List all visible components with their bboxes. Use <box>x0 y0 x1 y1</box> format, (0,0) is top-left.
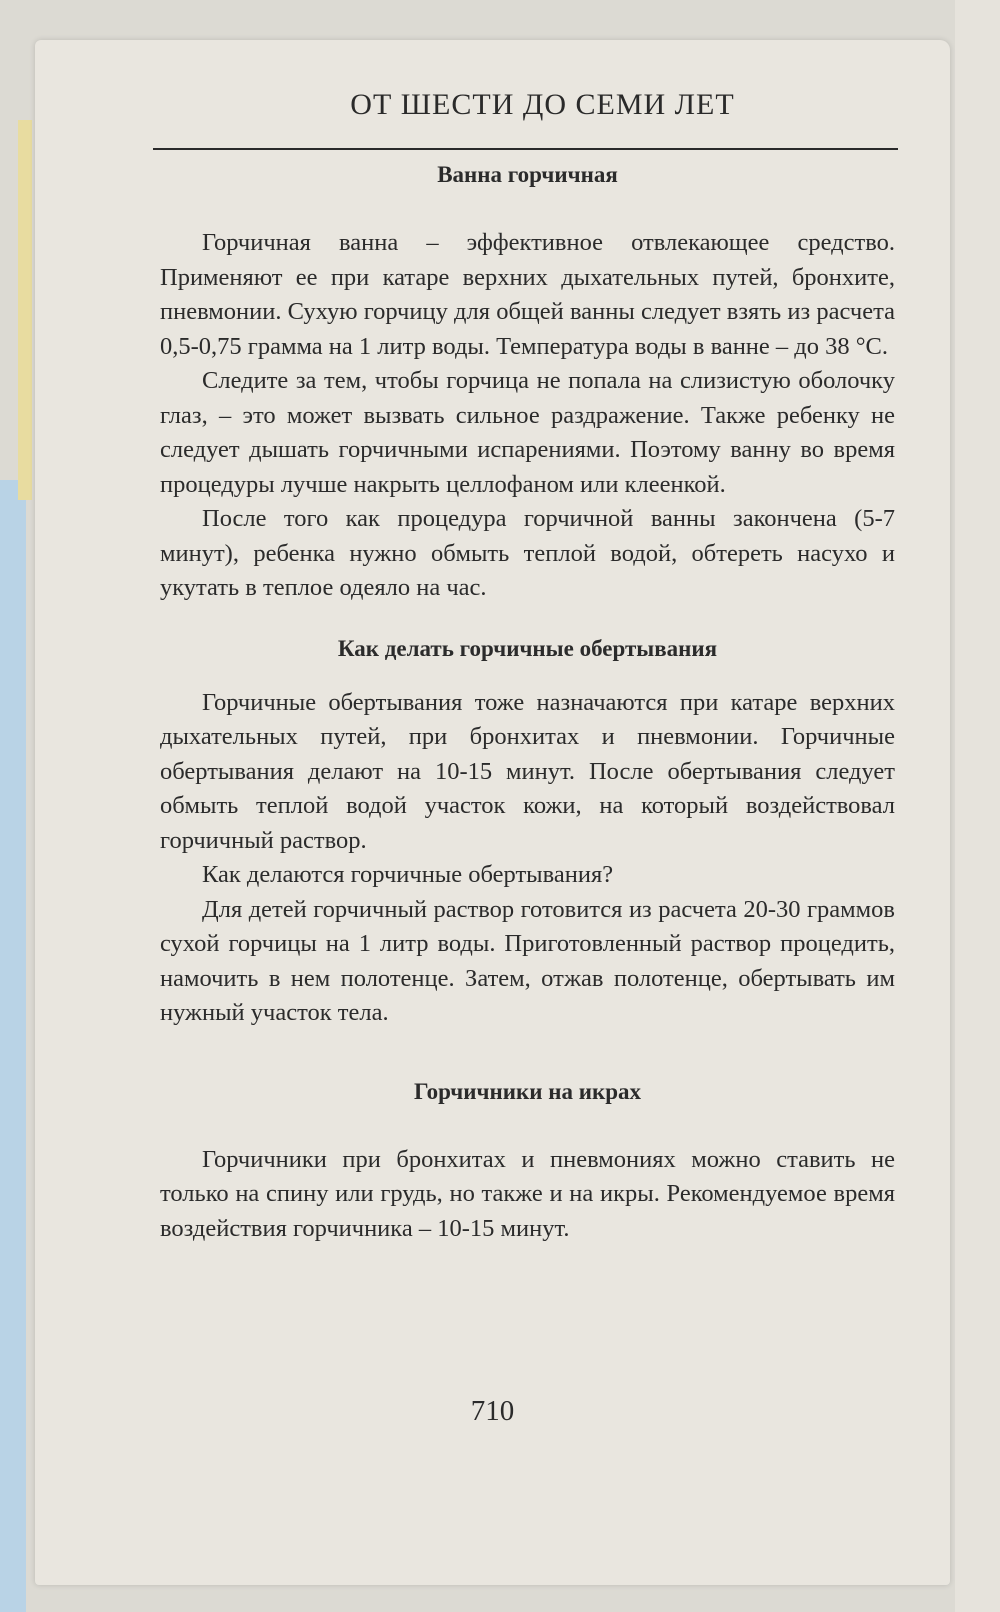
section-heading: Горчичники на икрах <box>413 1078 642 1104</box>
paragraph: Горчичные обертывания тоже назначаются при катаре верхних дыхательных путей, при бронхитах и пневмонии. Горчичные обертывания делают на 10-15 минут. После обертывания следует обмыть теплой водой участок кожи, на который воздействовал горчичный раствор. <box>160 688 895 854</box>
book-cover-edge <box>0 480 26 1612</box>
book-spine-edge <box>18 120 32 500</box>
paragraph: Как делаются горчичные обертывания? <box>202 861 614 888</box>
page-number: 710 <box>470 1395 515 1427</box>
paragraph: Следите за тем, чтобы горчица не попала на слизистую оболочку глаз, – это может вызвать сильное раздражение. Также ребенку не следует дышать горчичными испарениями. Поэтому ванну во время процедуры лучше накрыть целлофаном или клеенкой. <box>160 367 895 498</box>
paragraph: Для детей горчичный раствор готовится из расчета 20-30 граммов сухой горчицы на 1 литр воды. Приготовленный раствор процедить, намочить в нем полотенце. Затем, отжав полотенце, обертывать им нужный участок тела. <box>160 895 895 1026</box>
header-rule <box>153 148 898 150</box>
running-head: ОТ ШЕСТИ ДО СЕМИ ЛЕТ <box>350 88 735 121</box>
page-content <box>160 158 895 1246</box>
paragraph: Горчичники при бронхитах и пневмониях можно ставить не только на спину или грудь, но также и на икры. Рекомендуемое время воздействия горчичника – 10-15 минут. <box>160 1145 895 1242</box>
section-heading: Ванна горчичная <box>437 162 618 187</box>
section-heading: Как делать горчичные обертывания <box>337 635 718 661</box>
adjacent-page <box>955 0 1000 1612</box>
book-page <box>35 40 950 1585</box>
paragraph: После того как процедура горчичной ванны закончена (5-7 минут), ребенка нужно обмыть теплой водой, обтереть насухо и укутать в теплое одеяло на час. <box>160 505 895 601</box>
paragraph: Горчичная ванна – эффективное отвлекающее средство. Применяют ее при катаре верхних дыхательных путей, бронхите, пневмонии. Сухую горчицу для общей ванны следует взять из расчета 0,5-0,75 грамма на 1 литр воды. Температура воды в ванне – до 38 °С. <box>160 229 895 360</box>
